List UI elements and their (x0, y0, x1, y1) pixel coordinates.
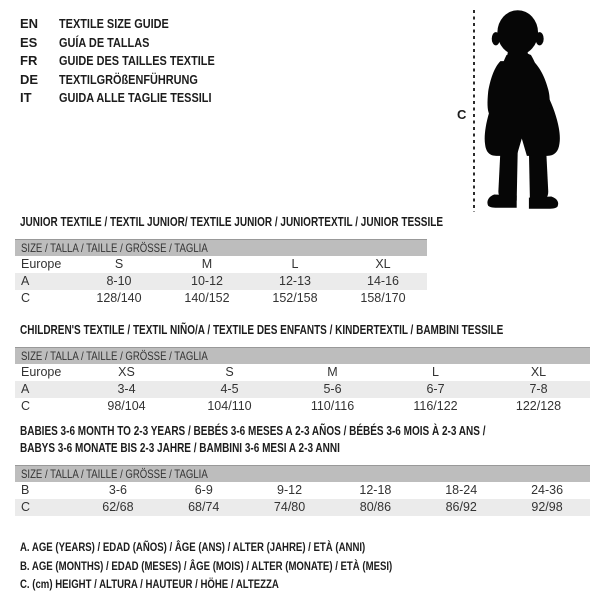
table-cell: 9-12 (277, 483, 303, 497)
footnote-b: B. AGE (MONTHS) / EDAD (MESES) / ÂGE (MOIS) / ALTER (MONATE) / ETÀ (MESI) (20, 558, 393, 573)
table-row-europe (15, 364, 590, 381)
table-cell: 62/68 (102, 500, 134, 514)
table-cell: XL (530, 365, 547, 379)
table-header-label: SIZE / TALLA / TAILLE / GRÖSSE / TAGLIA (21, 349, 208, 363)
row-label: A (21, 382, 30, 396)
language-header (20, 15, 244, 108)
table-cell: 7-8 (529, 382, 548, 396)
table-row-height (15, 398, 590, 415)
table-row-height (15, 290, 427, 307)
lang-title: GUIDA ALLE TAGLIE TESSILI (59, 90, 212, 106)
section-title-children: CHILDREN'S TEXTILE / TEXTIL NIÑO/A / TEXTILE DES ENFANTS / KINDERTEXTIL / BAMBINI TESSILE (20, 323, 504, 337)
row-label: Europe (21, 365, 62, 379)
table-row-months (15, 482, 590, 499)
table-cell: XS (118, 365, 135, 379)
baby-silhouette (478, 8, 590, 212)
table-cell: L (291, 257, 299, 271)
table-cell: 140/152 (184, 291, 230, 305)
table-cell: 128/140 (96, 291, 142, 305)
lang-line-es (20, 34, 244, 53)
table-cell: 3-6 (108, 483, 127, 497)
table-cell: 12-13 (279, 274, 311, 288)
table-row-europe (15, 256, 427, 273)
table-cell: 8-10 (106, 274, 132, 288)
table-cell: M (201, 257, 213, 271)
lang-title: TEXTILGRÖßENFÜHRUNG (59, 71, 198, 87)
table-cell: 6-7 (426, 382, 445, 396)
row-label: B (21, 483, 30, 497)
table-cell: 92/98 (531, 500, 563, 514)
row-label: C (21, 291, 31, 305)
table-header-label: SIZE / TALLA / TAILLE / GRÖSSE / TAGLIA (21, 241, 208, 255)
table-cell: 14-16 (367, 274, 399, 288)
table-cell: 74/80 (273, 500, 306, 514)
lang-code: IT (20, 90, 32, 106)
junior-size-table (15, 239, 427, 307)
lang-line-en (20, 15, 244, 34)
row-label: Europe (21, 257, 62, 271)
table-cell: L (432, 365, 439, 379)
table-header-bar (15, 347, 590, 364)
table-cell: 152/158 (272, 291, 318, 305)
babies-size-table (15, 465, 590, 516)
table-cell: 122/128 (515, 399, 562, 413)
lang-code: DE (20, 71, 39, 87)
lang-line-de (20, 71, 244, 90)
table-row-height (15, 499, 590, 516)
lang-title: GUIDE DES TAILLES TEXTILE (59, 53, 215, 69)
table-cell: XL (375, 257, 391, 271)
table-cell: 12-18 (359, 483, 392, 497)
lang-code: EN (20, 16, 39, 31)
table-cell: 80/86 (359, 500, 392, 514)
lang-line-fr (20, 52, 244, 71)
table-row-age (15, 273, 427, 290)
lang-title: GUÍA DE TALLAS (59, 34, 150, 50)
table-header-bar (15, 239, 427, 256)
children-size-table (15, 347, 590, 415)
row-label: A (21, 274, 30, 288)
table-cell: M (327, 365, 338, 379)
table-cell: 68/74 (188, 500, 220, 514)
lang-code: ES (20, 34, 38, 50)
table-cell: 116/122 (413, 399, 458, 413)
row-label: C (21, 500, 31, 514)
table-cell: 24-36 (531, 483, 564, 497)
footnote-c: C. (cm) HEIGHT / ALTURA / HAUTEUR / HÖHE / ALTEZZA (20, 577, 279, 592)
table-cell: 18-24 (445, 483, 478, 497)
table-cell: 5-6 (323, 382, 342, 396)
table-cell: S (114, 257, 124, 271)
section-title-babies-line1: BABIES 3-6 MONTH TO 2-3 YEARS / BEBÉS 3-6 MESES A 2-3 AÑOS / BÉBÉS 3-6 MOIS À 2-3 ANS / (20, 424, 486, 438)
row-label: C (21, 399, 31, 413)
table-cell: 3-4 (117, 382, 136, 396)
table-cell: 4-5 (220, 382, 239, 396)
lang-title: TEXTILE SIZE GUIDE (59, 16, 169, 31)
table-header-bar (15, 465, 590, 482)
table-cell: S (225, 365, 234, 379)
height-measure-label: C (457, 107, 467, 122)
table-header-label: SIZE / TALLA / TAILLE / GRÖSSE / TAGLIA (21, 467, 208, 481)
table-cell: 6-9 (194, 483, 213, 497)
section-title-babies-line2: BABYS 3-6 MONATE BIS 2-3 JAHRE / BAMBINI 3-6 MESI A 2-3 ANNI (20, 440, 340, 455)
height-measure-dashed-line (473, 10, 475, 212)
footnote-a: A. AGE (YEARS) / EDAD (AÑOS) / ÂGE (ANS) / ALTER (JAHRE) / ETÀ (ANNI) (20, 540, 366, 554)
footnotes (20, 538, 485, 594)
table-cell: 10-12 (191, 274, 223, 288)
lang-line-it (20, 89, 244, 108)
table-cell: 104/110 (207, 399, 252, 413)
section-title-junior: JUNIOR TEXTILE / TEXTIL JUNIOR/ TEXTILE JUNIOR / JUNIORTEXTIL / JUNIOR TESSILE (20, 215, 444, 229)
table-row-age (15, 381, 590, 398)
table-cell: 98/104 (107, 399, 146, 413)
table-cell: 158/170 (360, 291, 406, 305)
table-cell: 86/92 (445, 500, 477, 514)
table-cell: 110/116 (310, 399, 355, 413)
lang-code: FR (20, 53, 38, 69)
